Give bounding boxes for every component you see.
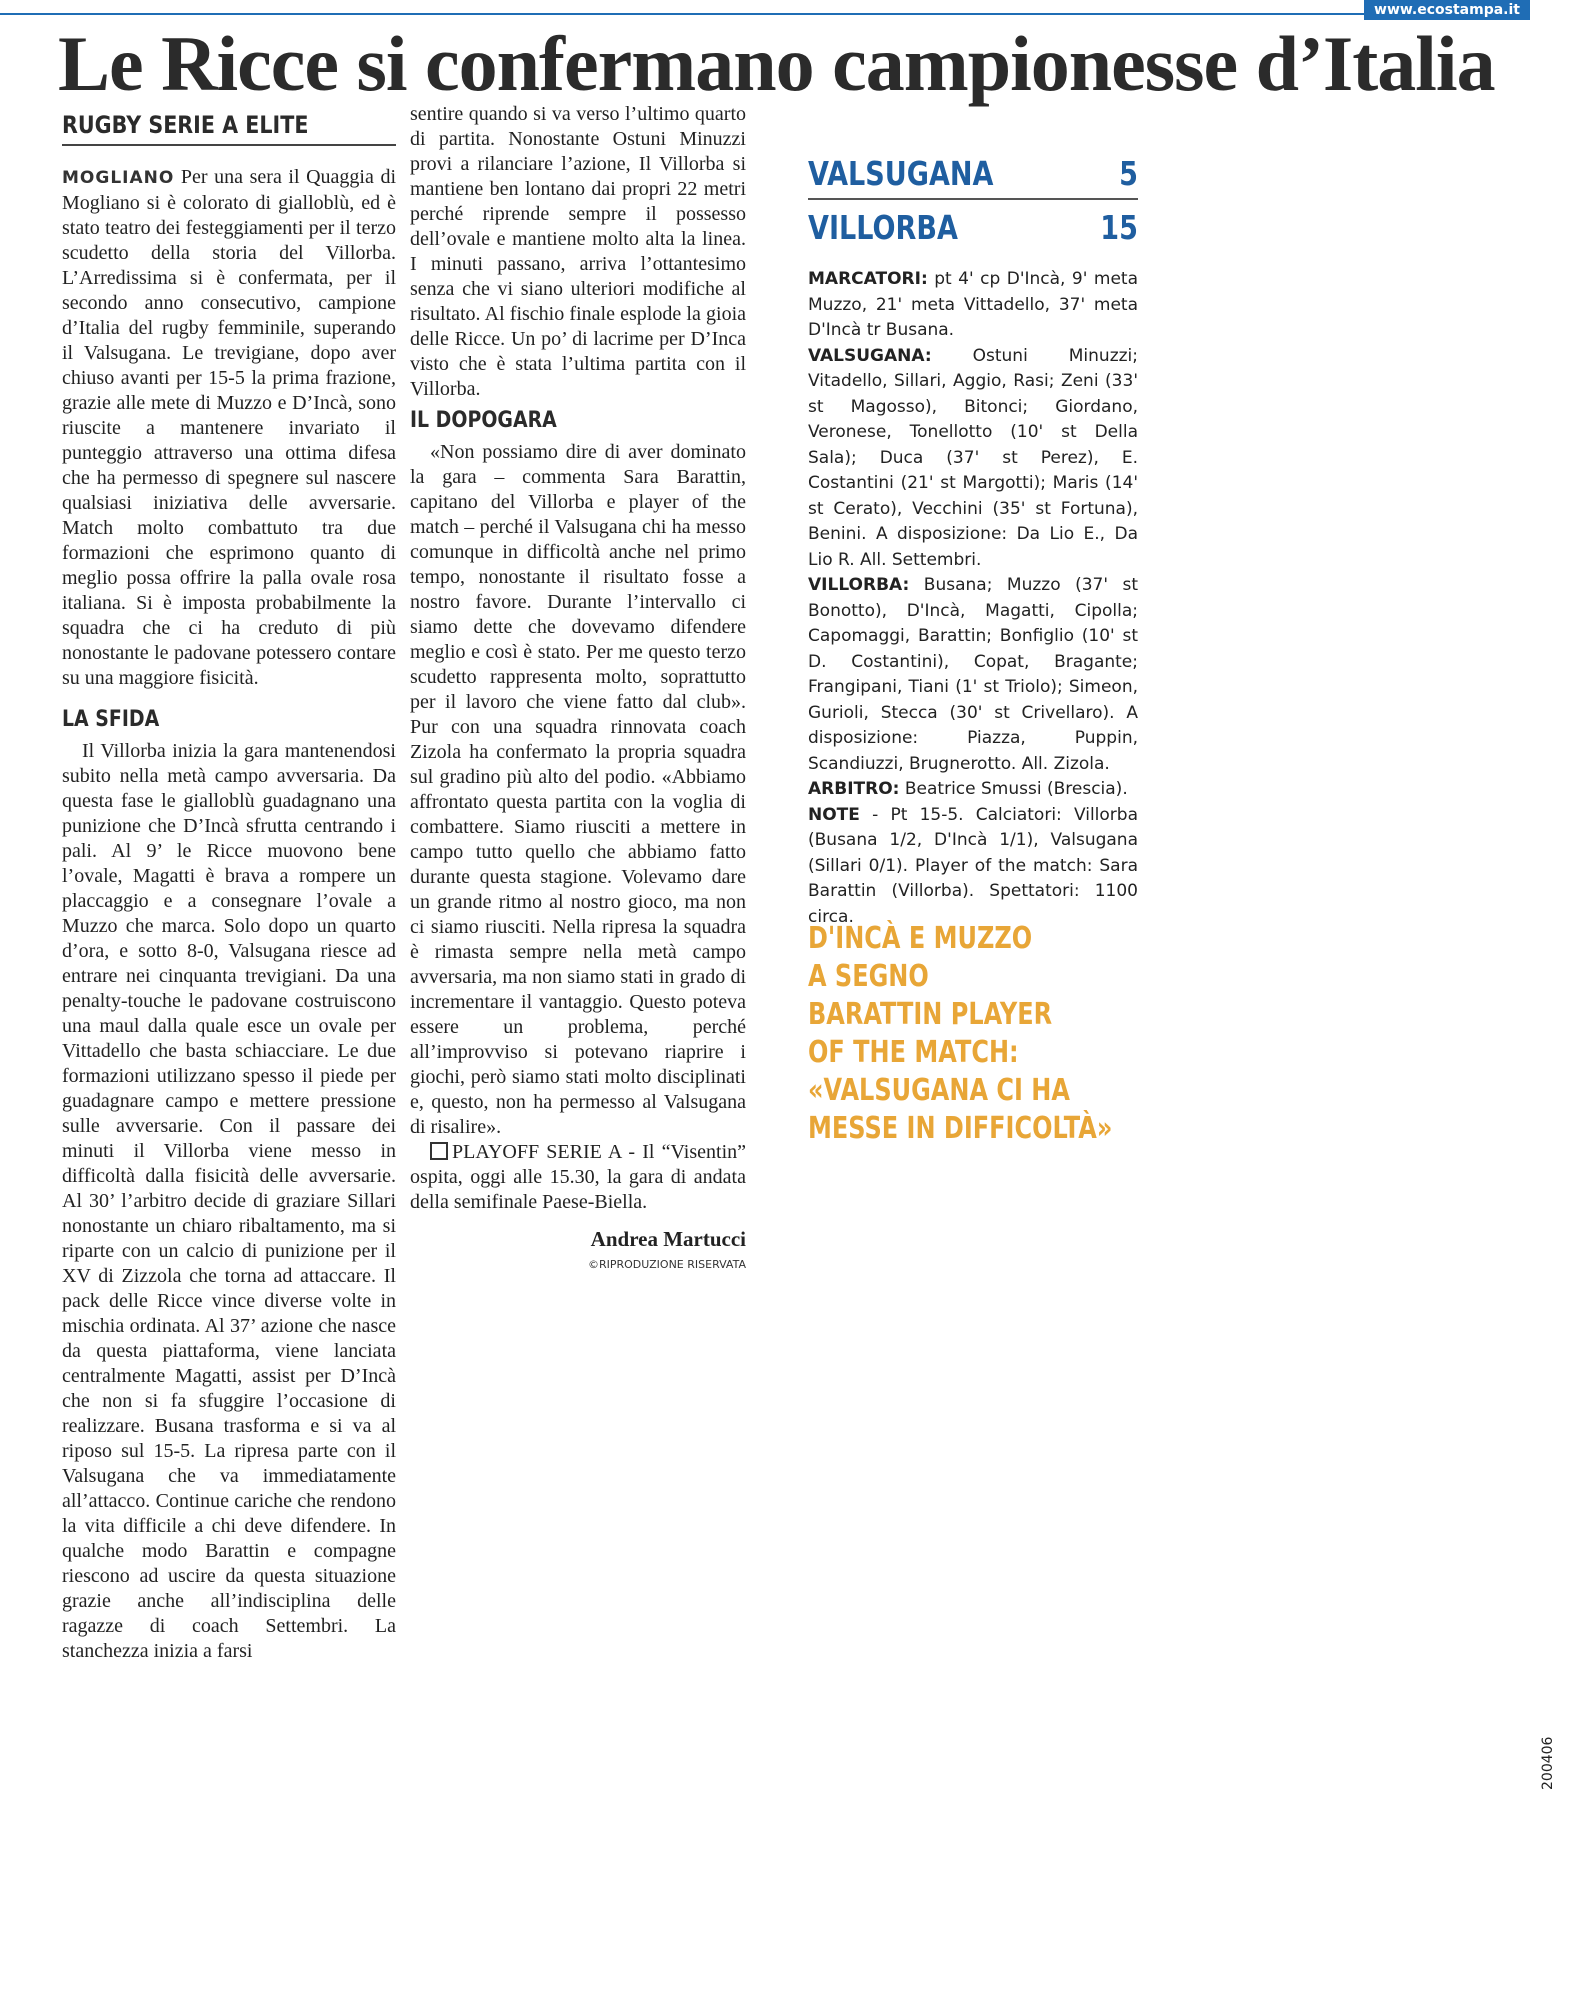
subhead-dopogara: IL DOPOGARA <box>410 408 557 433</box>
score-divider <box>808 198 1138 200</box>
playoff-note <box>410 1140 746 1215</box>
stats-arbitro <box>808 777 1138 803</box>
score-row-valsugana <box>808 150 1138 196</box>
stats-label: NOTE <box>808 804 860 825</box>
sfida-paragraph-1: Il Villorba inizia la gara mantenendosi subito nella metà campo avversaria. Da questa fase le gialloblù guadagnano una punizione che D’Incà sfrutta centrando i pali. Al 9’ le Ricce muovono bene l’ovale, Magatti è brava a rompere un placcaggio e a consegnare l’ovale a Muzzo che marca. Solo dopo un quarto d’ora, e sotto 8-0, Valsugana riesce ad entrare nei cinquanta trevigiani. Da una penalty-touche le padovane costruiscono una maul dalla quale esce un ovale per Vittadello che basta schiacciare. Le due formazioni utilizzano spesso il piede per guadagnare campo e mettere pressione sulle avversarie. Con il passare dei minuti il Villorba viene messo in difficoltà dalla fisicità delle avversarie. Al 30’ l’arbitro decide di graziare Sillari nonostante un chiaro ribaltamento, ma si riparte con un calcio di punizione per il XV di Zizzola che torna ad attaccare. Il pack delle Ricce vince diverse volte in mischia ordinata. Al 37’ azione che nasce da questa piattaforma, viene lanciata centralmente Magatti, assist per D’Incà che non si fa sfuggire l’occasione di realizzare. Busana trasforma e si va al riposo sul 15-5. La ripresa parte con il Valsugana che va immediatamente all’attacco. Continue cariche che rendono la vita difficile a chi deve difendere. In qualche modo Barattin e compagne riescono ad uscire da questa situazione grazie anche all’indisciplina delle ragazze di coach Settembri. La stanchezza inizia a farsi <box>62 740 396 1662</box>
pull-quote <box>808 920 1113 1148</box>
pull-quote-line: «VALSUGANA CI HA <box>808 1073 1070 1108</box>
dopogara-paragraph: «Non possiamo dire di aver dominato la gara – commenta Sara Barattin, capitano del Villorba e player of the match – perché il Valsugana chi ha messo comunque in difficoltà anche nel primo tempo, nonostante il risultato fosse a nostro favore. Durante l’intervallo ci siamo dette che dovevamo difendere meglio e così è stato. Per me questo terzo scudetto rappresenta molto, soprattutto per il lavoro che viene fatto dal club». Pur con una squadra rinnovata coach Zizola ha confermato la propria squadra sul gradino più alto del podio. «Abbiamo affrontato questa partita con la voglia di combattere. Siamo riusciti a mettere in campo tutto quello che abbiamo fatto durante questa stagione. Volevamo dare un grande ritmo al nostro gioco, ma non ci siamo riusciti. Nella ripresa la squadra è rimasta sempre nella metà campo avversaria, ma non siamo stati in grado di incrementare il vantaggio. Questo poteva essere un problema, perché all’improvviso si potevano riaprire i giochi, però siamo stati molto disciplinati e, questo, non ha permesso al Valsugana di risalire». <box>410 441 746 1138</box>
side-code: 200406 <box>1540 1736 1556 1790</box>
stats-text: pt 4' cp D'Incà, 9' meta Muzzo, 21' meta Vittadello, 37' meta D'Incà tr Busana. <box>808 269 1138 340</box>
stats-label: MARCATORI: <box>808 269 928 289</box>
playoff-text: PLAYOFF SERIE A - Il “Visentin” ospita, oggi alle 15.30, la gara di andata della semifinale Paese-Biella. <box>410 1141 746 1213</box>
kicker-rule <box>62 144 396 146</box>
stats-note <box>808 803 1138 931</box>
stats-valsugana <box>808 344 1138 574</box>
stats-text: Busana; Muzzo (37' st Bonotto), D'Incà, Magatti, Cipolla; Capomaggi, Barattin; Bonfiglio (10' st D. Costantini), Copat, Bragante; Frangipani, Tiani (1' st Triolo); Simeon, Gurioli, Stecca (30' st Crivellaro). A disposizione: Piazza, Puppin, Scandiuzzi, Brugnerotto. All. Zizola. <box>808 575 1138 774</box>
match-stats-box <box>808 267 1138 930</box>
pull-quote-line: A SEGNO <box>808 959 929 994</box>
copyright-notice: ©RIPRODUZIONE RISERVATA <box>587 1258 746 1271</box>
team-name: VILLORBA <box>808 207 958 247</box>
pull-quote-line: OF THE MATCH: <box>808 1035 1019 1070</box>
dateline: MOGLIANO <box>62 168 175 188</box>
pull-quote-line: D'INCÀ E MUZZO <box>808 921 1033 956</box>
pull-quote-line: BARATTIN PLAYER <box>808 997 1053 1032</box>
stats-villorba <box>808 573 1138 777</box>
pull-quote-line: MESSE IN DIFFICOLTÀ» <box>808 1111 1113 1146</box>
subhead-la-sfida: LA SFIDA <box>62 707 160 732</box>
stats-label: VILLORBA: <box>808 575 910 595</box>
author-signature: Andrea Martucci <box>590 1227 746 1251</box>
stats-marcatori <box>808 267 1138 344</box>
intro-paragraph <box>62 165 396 691</box>
stats-text: Beatrice Smussi (Brescia). <box>904 779 1128 799</box>
site-badge-link[interactable]: www.ecostampa.it <box>1364 0 1530 20</box>
checkbox-square-icon <box>430 1142 448 1160</box>
stats-text: - Pt 15-5. Calciatori: Villorba (Busana 1/2, D'Incà 1/1), Valsugana (Sillari 0/1). Player of the match: Sara Barattin (Villorba). Spettatori: 1100 circa. <box>808 804 1139 927</box>
top-rule <box>0 13 1530 15</box>
stats-label: ARBITRO: <box>808 779 900 799</box>
article-column-1 <box>62 165 396 1664</box>
team-score: 15 <box>1100 207 1138 247</box>
article-column-2 <box>410 102 746 1272</box>
stats-label: VALSUGANA: <box>808 345 932 366</box>
team-name: VALSUGANA <box>808 153 994 193</box>
team-score: 5 <box>1119 153 1138 193</box>
stats-text: Ostuni Minuzzi; Vitadello, Sillari, Aggio, Rasi; Zeni (33' st Magosso), Bitonci; Giordano, Veronese, Tonellotto (10' st Della Sala); Duca (37' st Perez), E. Costantini (21' st Margotti); Maris (14' st Cerato), Vecchini (35' st Fortuna), Benini. A disposizione: Da Lio E., Da Lio R. All. Settembri. <box>808 345 1138 570</box>
score-row-villorba <box>808 204 1138 250</box>
intro-text: Per una sera il Quaggia di Mogliano si è colorato di gialloblù, ed è stato teatro dei festeggiamenti per il terzo scudetto della storia del Villorba. L’Arredissima si è confermata, per il secondo anno consecutivo, campione d’Italia del rugby femminile, superando il Valsugana. Le trevigiane, dopo aver chiuso avanti per 15-5 la prima frazione, grazie alle mete di Muzzo e D’Incà, sono riuscite a mantenere invariato il punteggio attraverso una ottima difesa che ha permesso di spegnere sul nascere qualsiasi iniziativa delle avversarie. Match molto combattuto tra due formazioni che esprimono quanto di meglio possa offrire la palla ovale rosa italiana. Si è imposta probabilmente la squadra che ci ha creduto di più nonostante le padovane potessero contare su una maggiore fisicità. <box>62 166 396 689</box>
headline: Le Ricce si confermano campionesse d’Italia <box>58 20 1495 107</box>
scoreboard <box>808 150 1138 250</box>
sfida-paragraph-2: sentire quando si va verso l’ultimo quarto di partita. Nonostante Ostuni Minuzzi provi a rilanciare l’azione, Il Villorba si mantiene ben lontano dai propri 22 metri perché riprende sempre il possesso dell’ovale e mantiene molto alta la linea. I minuti passano, arriva l’ottantesimo senza che vi siano ulteriori modifiche al risultato. Al fischio finale esplode la gioia delle Ricce. Un po’ di lacrime per D’Inca visto che è stata l’ultima partita con il Villorba. <box>410 103 746 400</box>
kicker: RUGBY SERIE A ELITE <box>62 111 309 139</box>
